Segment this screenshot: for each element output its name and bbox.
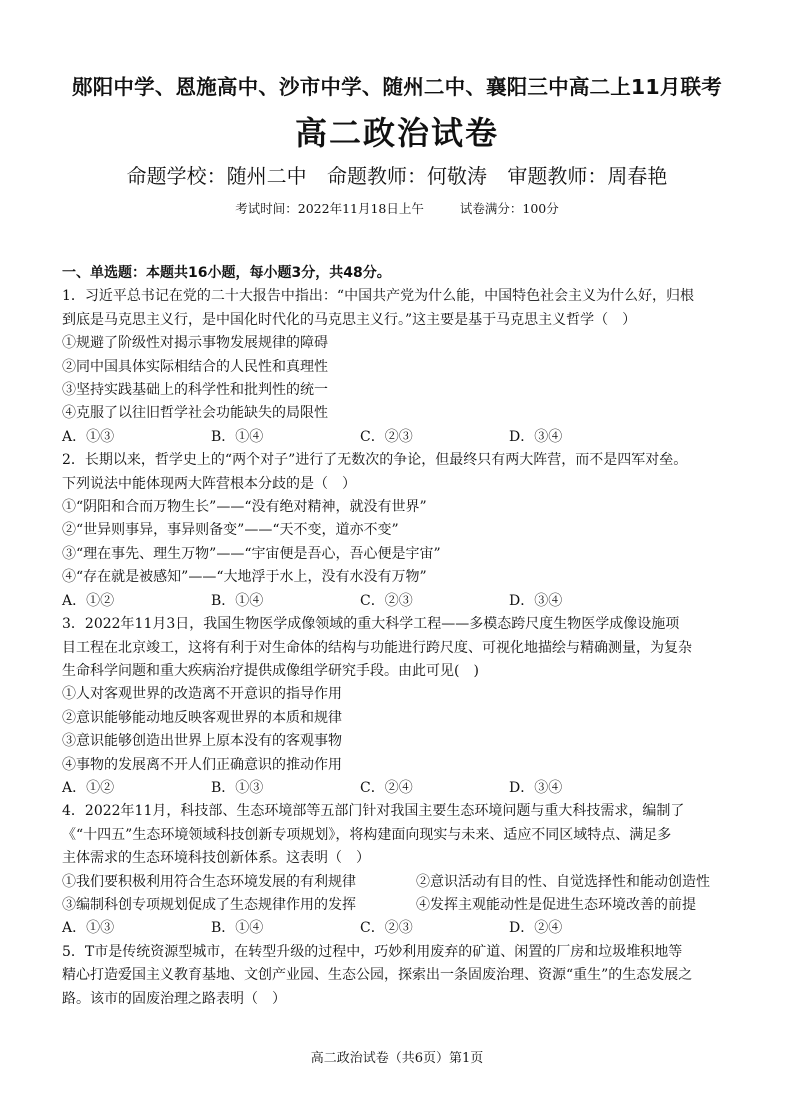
option-b: B．①④ [211,592,264,609]
question-stem-line: 路。该市的固废治理之路表明（ ） [62,990,286,1007]
setter-school: 命题学校：随州二中 [126,164,307,188]
exam-info [0,199,794,217]
statement-item: ②同中国具体实际相结合的人民性和真理性 [62,358,328,375]
question-stem-line: 2．长期以来，哲学史上的“两个对子”进行了无数次的争论，但最终只有两大阵营，而不是四军对垒。 [62,452,688,469]
statement-item: ④克服了以往旧哲学社会功能缺失的局限性 [62,405,328,422]
setter-info [0,160,794,189]
question-stem-line: 4．2022年11月，科技部、生态环境部等五部门针对我国主要生态环境问题与重大科技需求，编制了 [62,803,685,820]
setter-teacher: 命题教师：何敬涛 [327,164,487,188]
question-stem-line: 3．2022年11月3日，我国生物医学成像领域的重大科学工程——多模态跨尺度生物医学成像设施项 [62,616,680,633]
question-stem-line: 1．习近平总书记在党的二十大报告中指出：“中国共产党为什么能，中国特色社会主义为什么好，归根 [62,288,695,305]
exam-time: 考试时间：2022年11月18日上午 [235,201,424,216]
statement-item: ①人对客观世界的改造离不开意识的指导作用 [62,686,342,703]
section-title: 一、单选题：本题共16小题，每小题3分，共48分。 [62,265,391,281]
statement-item: ①规避了阶级性对揭示事物发展规律的障碍 [62,335,328,352]
option-b: B．①④ [211,920,264,937]
statement-item: ③编制科创专项规划促成了生态规律作用的发挥 [62,896,356,913]
question-stem-line: 到底是马克思主义行，是中国化时代化的马克思主义行。”这主要是基于马克思主义哲学（ ） [62,311,637,328]
answer-options [62,426,738,449]
answer-options [62,590,738,613]
option-c: C．②③ [360,920,413,937]
question-3 [62,613,738,800]
question-5 [62,941,738,1011]
option-d: D．③④ [509,592,563,609]
statement-item: ①我们要积极利用符合生态环境发展的有利规律 [62,873,356,890]
question-4 [62,800,738,940]
question-stem-line: 《“十四五”生态环境领域科技创新专项规划》，将构建面向现实与未来、适应不同区域特点、满足多 [62,826,672,843]
question-stem-line: 生命科学问题和重大疾病治疗提供成像组学研究手段。由此可见( ) [62,662,479,679]
option-a: A．①② [62,779,115,796]
question-stem-line: 5．T市是传统资源型城市，在转型升级的过程中，巧妙利用废弃的矿道、闲置的厂房和垃圾堆积地等 [62,943,683,960]
statement-row [62,871,738,894]
statement-item: ④发挥主观能动性是促进生态环境改善的前提 [416,896,696,913]
question-stem-line: 精心打造爱国主义教育基地、文创产业园、生态公园，探索出一条固废治理、资源“重生”的生态发展之 [62,967,693,984]
statement-row [62,894,738,917]
option-a: A．①③ [62,428,115,445]
question-2 [62,449,738,613]
page-footer: 高二政治试卷（共6页）第1页 [310,1051,484,1066]
statement-item: ③坚持实践基础上的科学性和批判性的统一 [62,382,328,399]
answer-options [62,917,738,940]
question-stem-line: 主体需求的生态环境科技创新体系。这表明（ ） [62,850,370,867]
statement-item: ③“理在事先、理生万物”——“宇宙便是吾心，吾心便是宇宙” [62,545,441,562]
joint-exam-header: 郧阳中学、恩施高中、沙市中学、随州二中、襄阳三中高二上11月联考 [72,75,722,99]
questions-area [62,262,738,1011]
answer-options [62,777,738,800]
option-d: D．③④ [509,779,563,796]
option-a: A．①③ [62,920,115,937]
statement-item: ③意识能够创造出世界上原本没有的客观事物 [62,733,342,750]
full-score: 试卷满分：100分 [459,201,559,216]
question-stem-line: 目工程在北京竣工，这将有利于对生命体的结构与功能进行跨尺度、可视化地描绘与精确测量，为复杂 [62,639,692,656]
statement-item: ①“阴阳和合而万物生长”——“没有绝对精神，就没有世界” [62,499,427,516]
option-c: C．②③ [360,592,413,609]
question-stem-line: 下列说法中能体现两大阵营根本分歧的是（ ） [62,475,356,492]
statement-item: ②意识能够能动地反映客观世界的本质和规律 [62,709,342,726]
option-b: B．①④ [211,428,264,445]
question-1 [62,285,738,449]
statement-item: ④事物的发展离不开人们正确意识的推动作用 [62,756,342,773]
option-b: B．①③ [211,779,264,796]
paper-title: 高二政治试卷 [294,114,499,152]
statement-item: ②“世异则事异，事异则备变”——“天不变，道亦不变” [62,522,399,539]
statement-item: ②意识活动有目的性、自觉选择性和能动创造性 [416,873,710,890]
statement-item: ④“存在就是被感知”——“大地浮于水上，没有水没有万物” [62,569,427,586]
option-d: D．③④ [509,428,563,445]
option-a: A．①② [62,592,115,609]
option-d: D．②④ [509,920,563,937]
reviewer-teacher: 审题教师：周春艳 [507,164,668,188]
option-c: C．②③ [360,428,413,445]
option-c: C．②④ [360,779,413,796]
